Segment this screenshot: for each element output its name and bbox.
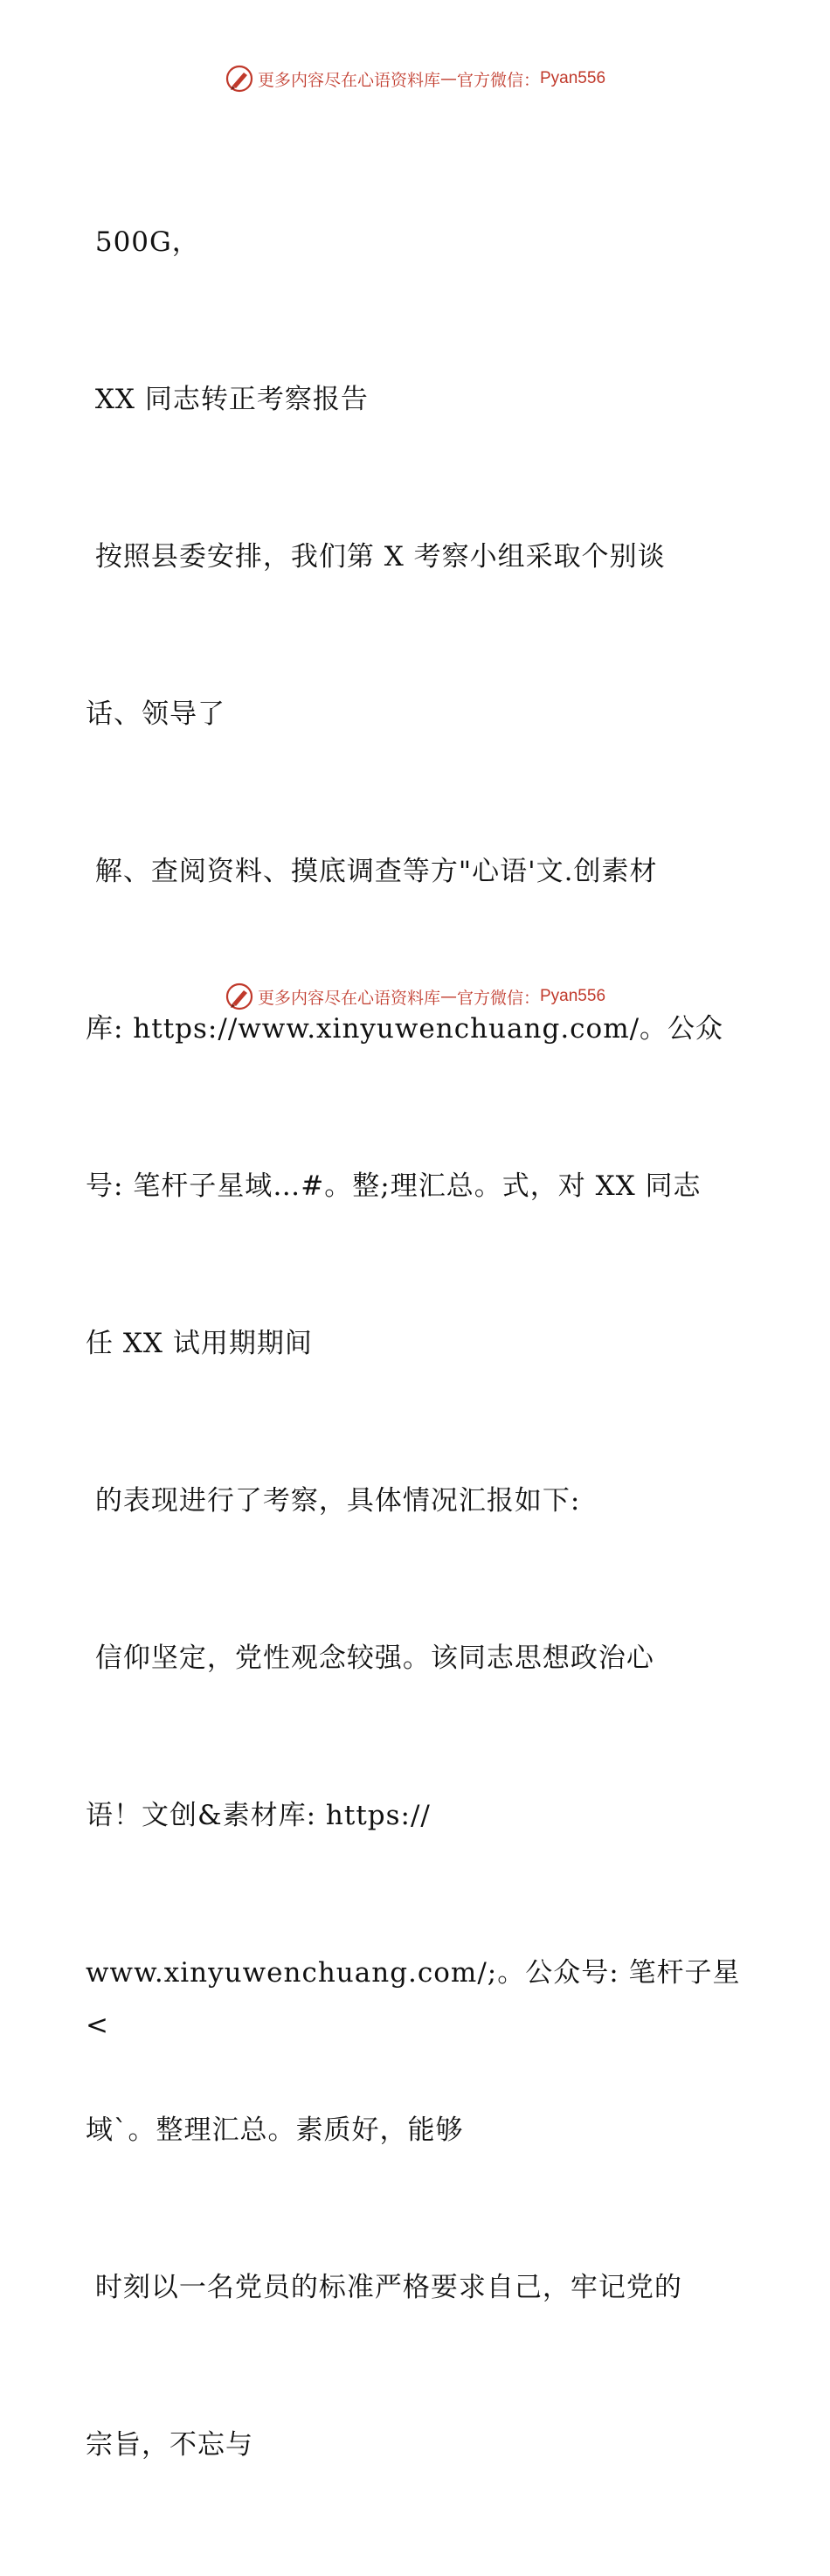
text-line: 宗旨，不忘与	[86, 2429, 253, 2461]
watermark-wechat-label: 官方微信：	[456, 70, 540, 90]
watermark-title: 更多内容尽在心语资料库	[257, 70, 440, 90]
pen-circle-logo-icon	[225, 982, 254, 1011]
text-line: 按照县委安排，我们第 X 考察小组采取个别谈	[86, 541, 666, 573]
document-body	[86, 111, 750, 2576]
watermark-wechat-id: Pyan556	[540, 69, 606, 87]
text-line: 解、查阅资料、摸底调查等方"心语'文.创素材	[86, 856, 658, 887]
text-line: 的表现进行了考察，具体情况汇报如下:	[86, 1485, 581, 1517]
text-line: 库: https://www.xinyuwenchuang.com/。公众	[86, 1013, 724, 1045]
footer-watermark	[0, 979, 830, 1014]
text-line: 任 XX 试用期期间	[86, 1328, 313, 1359]
text-line: www.xinyuwenchuang.com/;。公众号: 笔杆子星<	[86, 1957, 741, 2041]
watermark-title: 更多内容尽在心语资料库	[257, 988, 440, 1008]
text-line: 500G，	[86, 226, 200, 258]
watermark-wechat-label: 官方微信：	[456, 988, 540, 1008]
document-text	[86, 111, 750, 2576]
watermark-separator: —	[439, 69, 457, 88]
text-line: XX 同志转正考察报告	[86, 384, 369, 415]
text-line: 时刻以一名党员的标准严格要求自己，牢记党的	[86, 2272, 682, 2303]
watermark-wechat-id: Pyan556	[540, 987, 606, 1005]
text-line: 号: 笔杆子星域…#。整;理汇总。式，对 XX 同志	[86, 1170, 702, 1202]
pen-circle-logo-icon	[225, 64, 254, 94]
text-line: 信仰坚定，党性观念较强。该同志思想政治心	[86, 1642, 654, 1674]
text-line: 话、领导了	[86, 698, 225, 730]
header-watermark	[0, 61, 830, 96]
text-line: 域`。整理汇总。素质好，能够	[86, 2114, 464, 2146]
watermark-separator: —	[439, 987, 457, 1006]
text-line: 语！文创&素材库: https://	[86, 1800, 431, 1831]
